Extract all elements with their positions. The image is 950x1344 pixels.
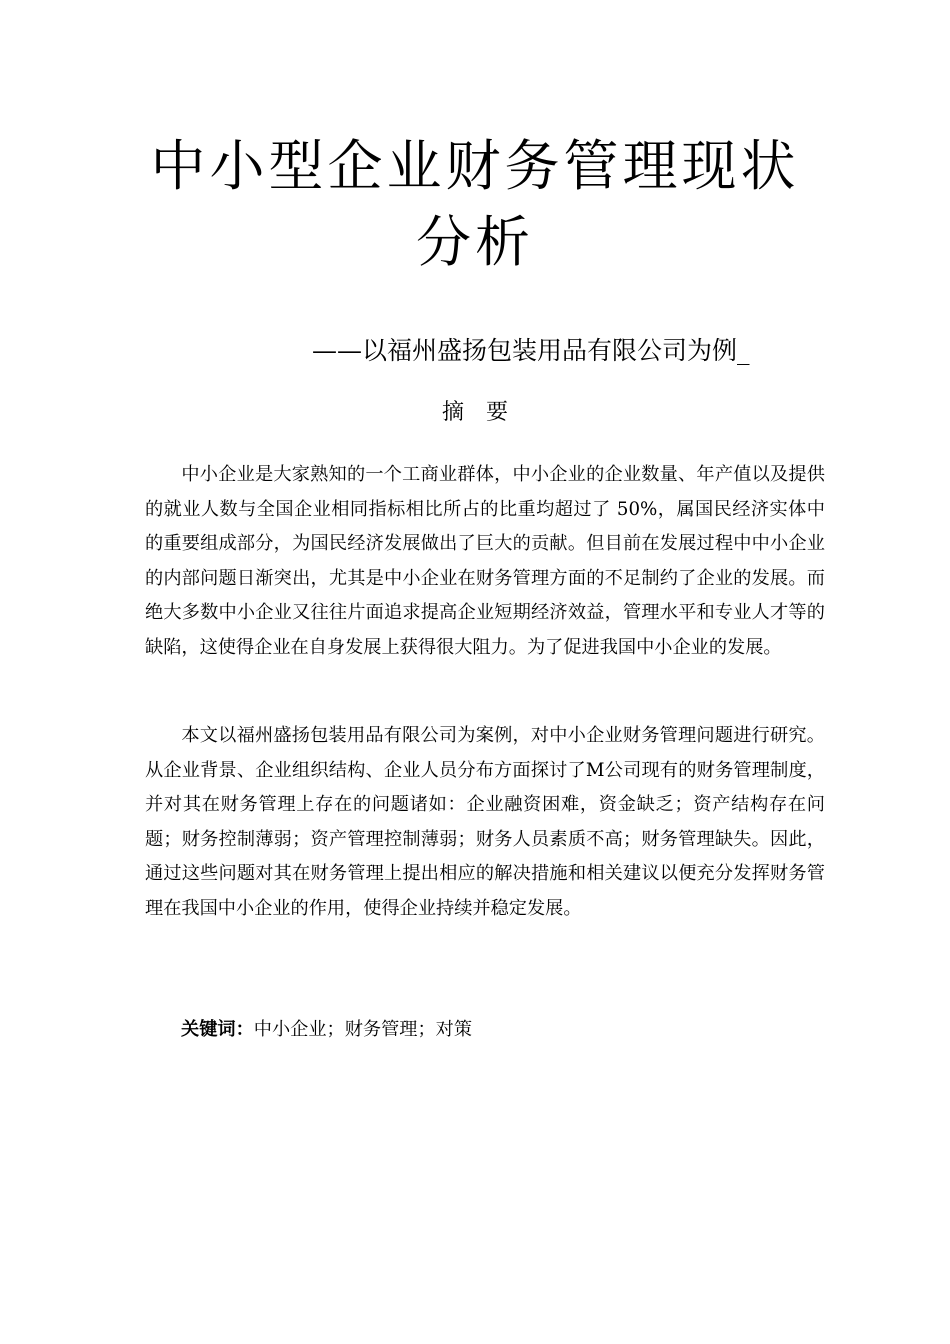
paragraph-text: 中小企业是大家熟知的一个工商业群体，中小企业的企业数量、年产值以及提供的就业人数与全国企业相同指标相比所占的比重均超过了 50%，属国民经济实体中的重要组成部分，为国民经济发展做出了巨大的贡献。但目前在发展过程中中小企业的内部问题日渐突出，尤其是中小企业在财务管理方面的不足制约了企业的发展。而绝大多数中小企业又往往片面追求提高企业短期经济效益，管理水平和专业人才等的缺陷，这使得企业在自身发展上获得很大阻力。为了促进我国中小企业的发展。 [145, 464, 825, 658]
title-line-2: 分析 [415, 210, 534, 274]
keywords-line [181, 1013, 472, 1047]
keywords-value: 中小企业；财务管理；对策 [253, 1019, 473, 1040]
abstract-paragraph-2 [145, 719, 825, 927]
abstract-paragraph-1 [145, 458, 825, 666]
keywords-label: 关键词： [181, 1019, 254, 1040]
paragraph-text: 本文以福州盛扬包装用品有限公司为案例，对中小企业财务管理问题进行研究。从企业背景、企业组织结构、企业人员分布方面探讨了M公司现有的财务管理制度，并对其在财务管理上存在的问题诸如：企业融资困难，资金缺乏；资产结构存在问题；财务控制薄弱；资产管理控制薄弱；财务人员素质不高；财务管理缺失。因此，通过这些问题对其在财务管理上提出相应的解决措施和相关建议以便充分发挥财务管理在我国中小企业的作用，使得企业持续并稳定发展。 [145, 725, 825, 919]
abstract-heading: 摘要 [441, 400, 530, 425]
title-line-1: 中小型企业财务管理现状 [150, 134, 800, 198]
document-subtitle: ——以福州盛扬包装用品有限公司为例_ [312, 336, 750, 365]
document-title [145, 128, 805, 280]
